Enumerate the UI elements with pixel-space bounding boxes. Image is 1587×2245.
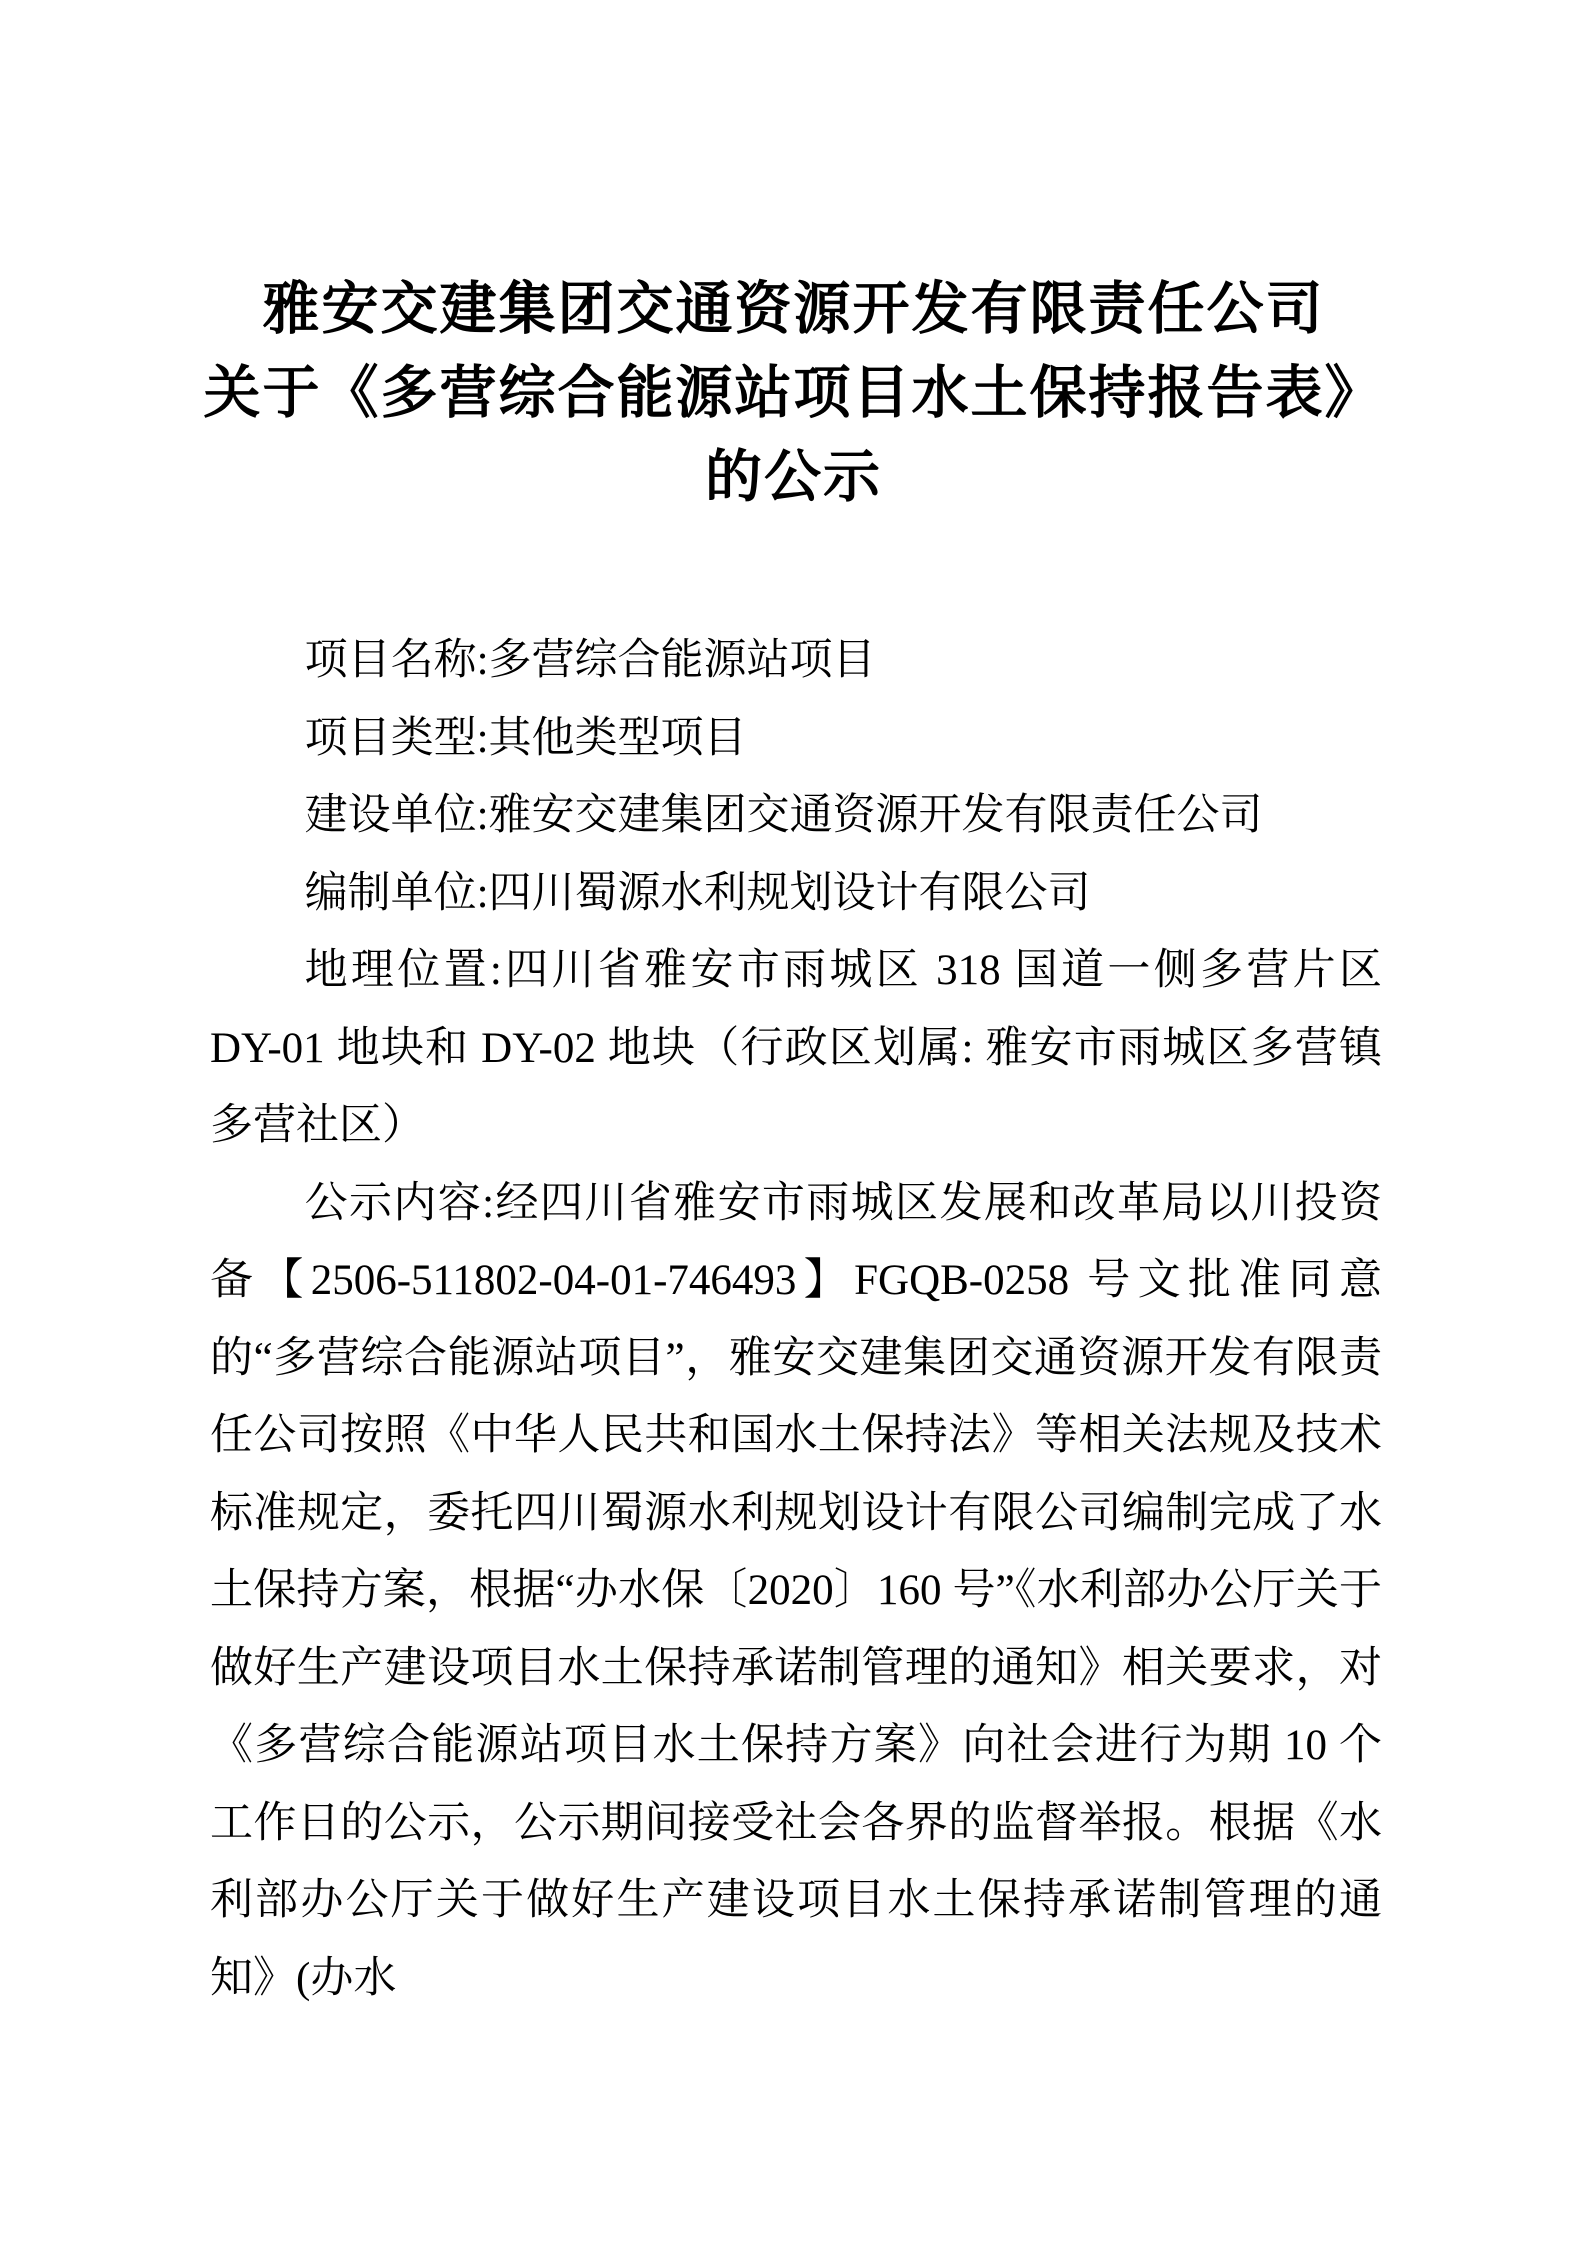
title-line-announcement: 的公示	[705, 446, 882, 509]
paragraph-construction-unit: 建设单位:雅安交建集团交通资源开发有限责任公司	[304, 792, 1263, 839]
paragraph-announcement-content: 公示内容:经四川省雅安市雨城区发展和改革局以川投资备【2506-511802-04-01-746493】FGQB-0258 号文批准同意的“多营综合能源站项目”，雅安交建集团交通资源开发有限责任公司按照《中华人民共和国水土保持法》等相关法规及技术标准规定，委托四川蜀源水利规划设计有限公司编制完成了水土保持方案，根据“办水保〔2020〕160 号”《水利部办公厅关于做好生产建设项目水土保持承诺制管理的通知》相关要求，对《多营综合能源站项目水土保持方案》向社会进行为期 10 个工作日的公示，公示期间接受社会各界的监督举报。根据《水利部办公厅关于做好生产建设项目水土保持承诺制管理的通知》(办水	[210, 1179, 1382, 2002]
title-line-company: 雅安交建集团交通资源开发有限责任公司	[262, 278, 1325, 341]
paragraph-geographic-location: 地理位置:四川省雅安市雨城区 318 国道一侧多营片区 DY-01 地块和 DY-02 地块（行政区划属: 雅安市雨城区多营镇多营社区）	[210, 947, 1382, 1149]
title-line-subject: 关于《多营综合能源站项目水土保持报告表》	[203, 362, 1384, 425]
document-title	[120, 268, 1467, 520]
document-body	[210, 622, 1382, 2017]
paragraph-project-name: 项目名称:多营综合能源站项目	[304, 637, 876, 684]
paragraph-compilation-unit: 编制单位:四川蜀源水利规划设计有限公司	[304, 869, 1091, 917]
paragraph-project-type: 项目类型:其他类型项目	[304, 714, 747, 762]
